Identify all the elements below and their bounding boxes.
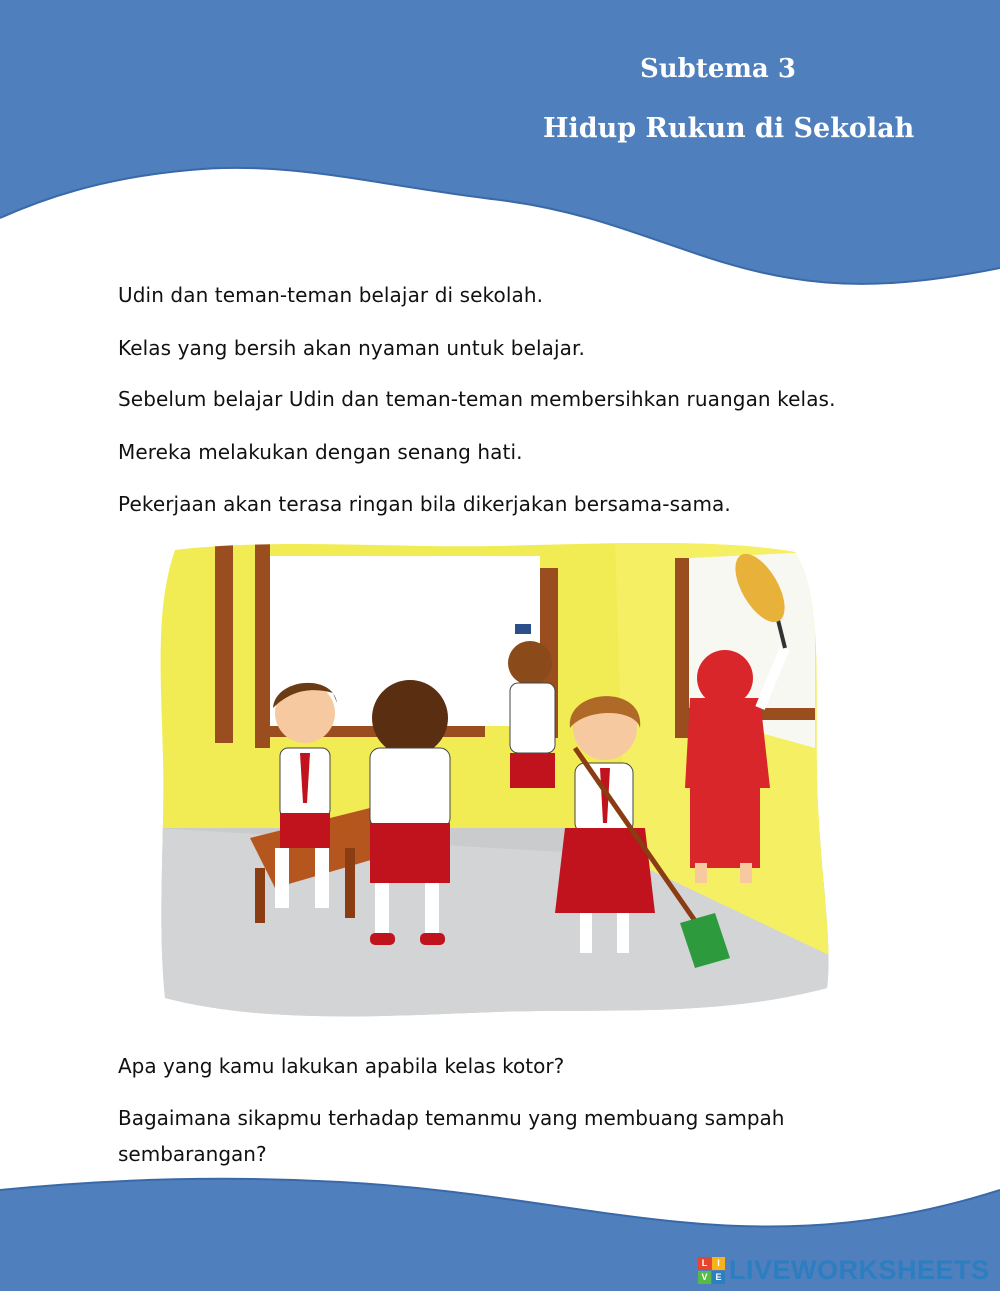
paragraph-4: Mereka melakukan dengan senang hati. — [118, 440, 523, 464]
liveworksheets-brand[interactable] — [698, 1254, 990, 1286]
logo-letter-e: E — [712, 1271, 725, 1284]
logo-letter-v: V — [698, 1271, 711, 1284]
paragraph-5: Pekerjaan akan terasa ringan bila dikerjakan bersama-sama. — [118, 492, 731, 516]
classroom-cleaning-illustration — [155, 538, 835, 1028]
logo-letter-l: L — [698, 1257, 711, 1270]
page-title: Hidup Rukun di Sekolah — [543, 113, 915, 144]
header-wave-banner — [0, 0, 1000, 300]
logo-letter-i: I — [712, 1257, 725, 1270]
paragraph-2: Kelas yang bersih akan nyaman untuk belajar. — [118, 336, 585, 360]
liveworksheets-logo-icon — [698, 1257, 725, 1284]
question-1: Apa yang kamu lakukan apabila kelas kotor? — [118, 1054, 565, 1078]
header-subtitle: Subtema 3 — [640, 54, 796, 84]
question-2: Bagaimana sikapmu terhadap temanmu yang membuang sampah sembarangan? — [118, 1106, 785, 1166]
brand-name: LIVEWORKSHEETS — [729, 1254, 990, 1285]
paragraph-3: Sebelum belajar Udin dan teman-teman membersihkan ruangan kelas. — [118, 387, 836, 411]
paragraph-1: Udin dan teman-teman belajar di sekolah. — [118, 283, 544, 307]
